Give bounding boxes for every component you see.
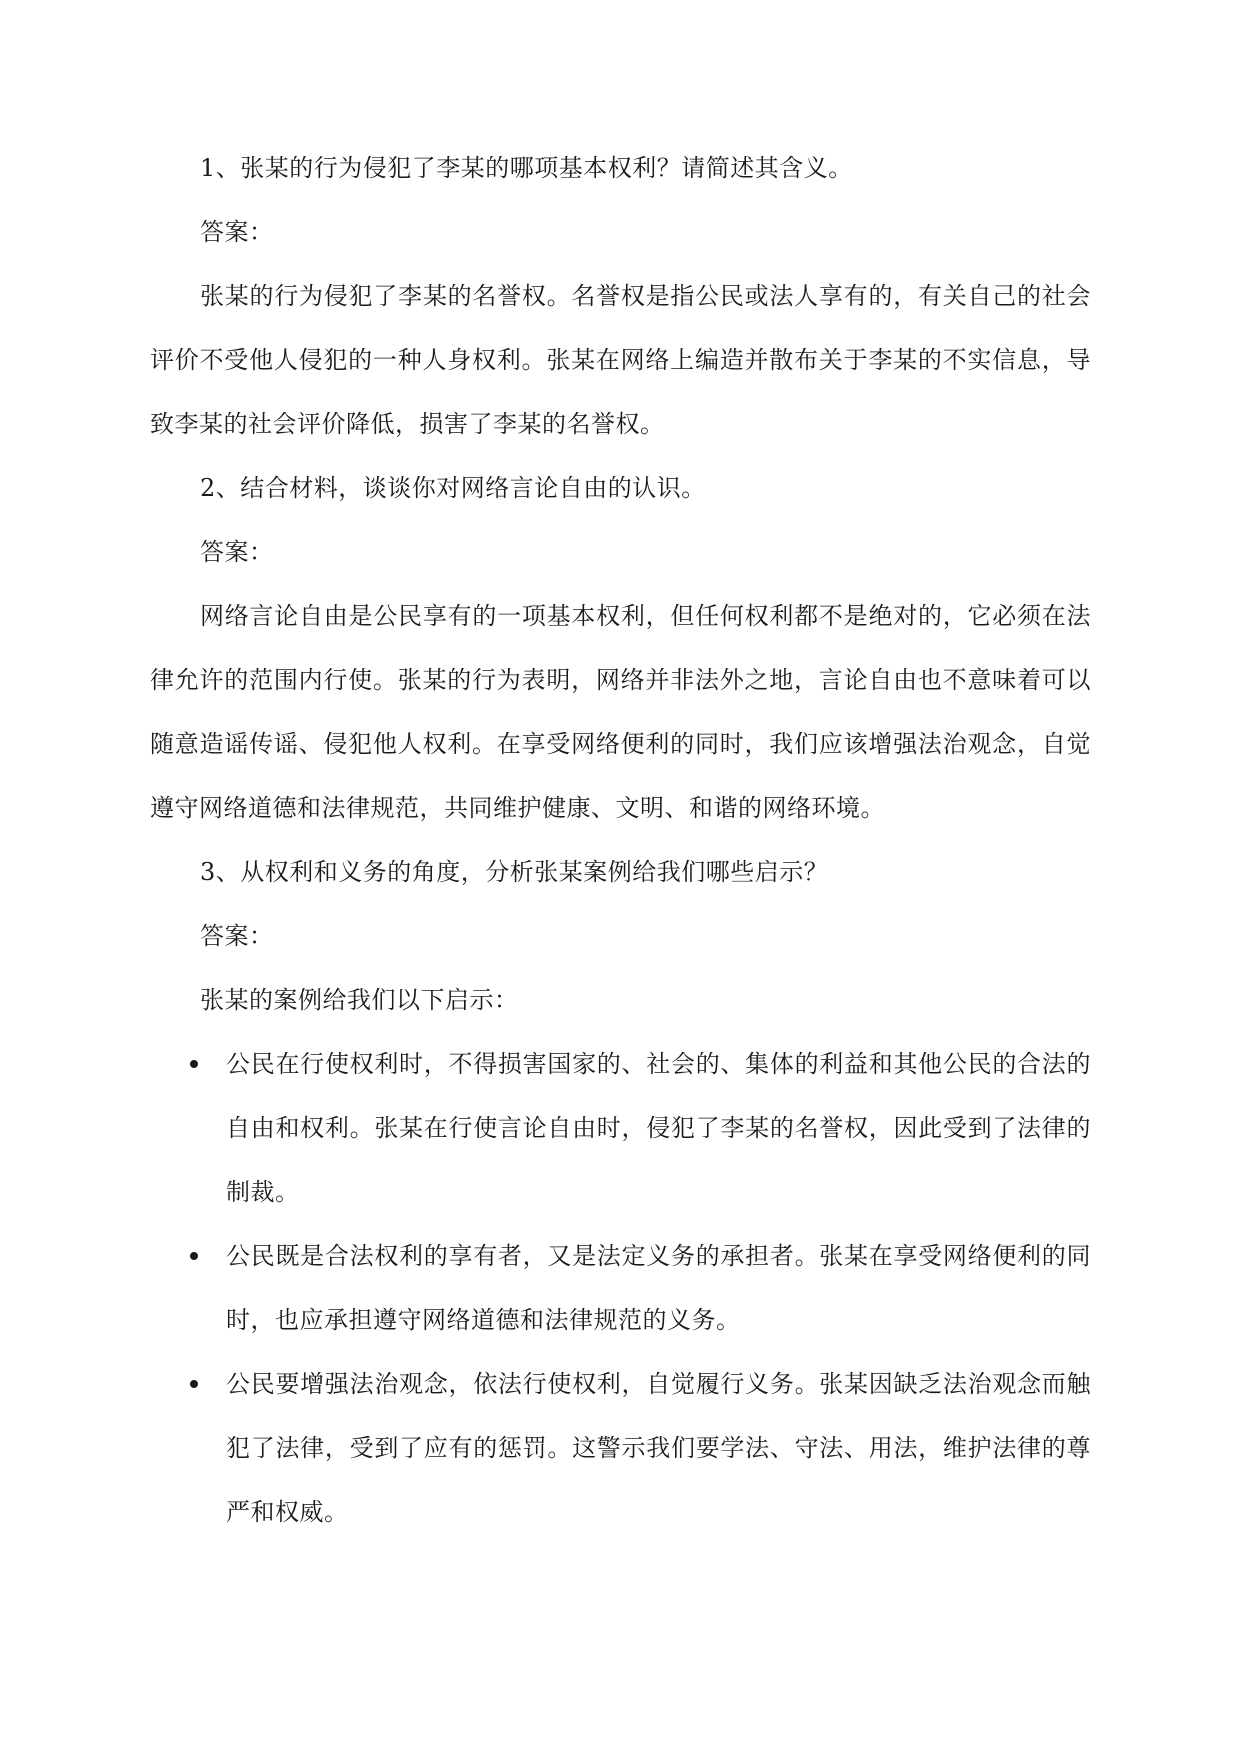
answer-3-intro: 张某的案例给我们以下启示： <box>200 986 519 1014</box>
question-1: 1、张某的行为侵犯了李某的哪项基本权利？请简述其含义。 <box>200 154 853 182</box>
list-item-text: 公民要增强法治观念，依法行使权利，自觉履行义务。张某因缺乏法治观念而触犯了法律，受到了应有的惩罚。这警示我们要学法、守法、用法，维护法律的尊严和权威。 <box>226 1370 1091 1526</box>
list-item <box>226 1352 1091 1544</box>
bullet-icon <box>190 1380 198 1388</box>
insight-list <box>150 1032 1091 1544</box>
answer-label-3: 答案： <box>200 922 274 950</box>
bullet-icon <box>190 1252 198 1260</box>
question-2: 2、结合材料，谈谈你对网络言论自由的认识。 <box>200 474 706 502</box>
answer-2: 网络言论自由是公民享有的一项基本权利，但任何权利都不是绝对的，它必须在法律允许的范围内行使。张某的行为表明，网络并非法外之地，言论自由也不意味着可以随意造谣传谣、侵犯他人权利。在享受网络便利的同时，我们应该增强法治观念，自觉遵守网络道德和法律规范，共同维护健康、文明、和谐的网络环境。 <box>150 602 1091 822</box>
list-item-text: 公民既是合法权利的享有者，又是法定义务的承担者。张某在享受网络便利的同时，也应承担遵守网络道德和法律规范的义务。 <box>226 1242 1091 1334</box>
bullet-icon <box>190 1060 198 1068</box>
list-item <box>226 1224 1091 1352</box>
question-3: 3、从权利和义务的角度，分析张某案例给我们哪些启示？ <box>200 858 829 886</box>
answer-label-2: 答案： <box>200 538 274 566</box>
list-item <box>226 1032 1091 1224</box>
answer-1: 张某的行为侵犯了李某的名誉权。名誉权是指公民或法人享有的，有关自己的社会评价不受他人侵犯的一种人身权利。张某在网络上编造并散布关于李某的不实信息，导致李某的社会评价降低，损害了李某的名誉权。 <box>150 282 1091 438</box>
answer-label-1: 答案： <box>200 218 274 246</box>
list-item-text: 公民在行使权利时，不得损害国家的、社会的、集体的利益和其他公民的合法的自由和权利。张某在行使言论自由时，侵犯了李某的名誉权，因此受到了法律的制裁。 <box>226 1050 1091 1206</box>
